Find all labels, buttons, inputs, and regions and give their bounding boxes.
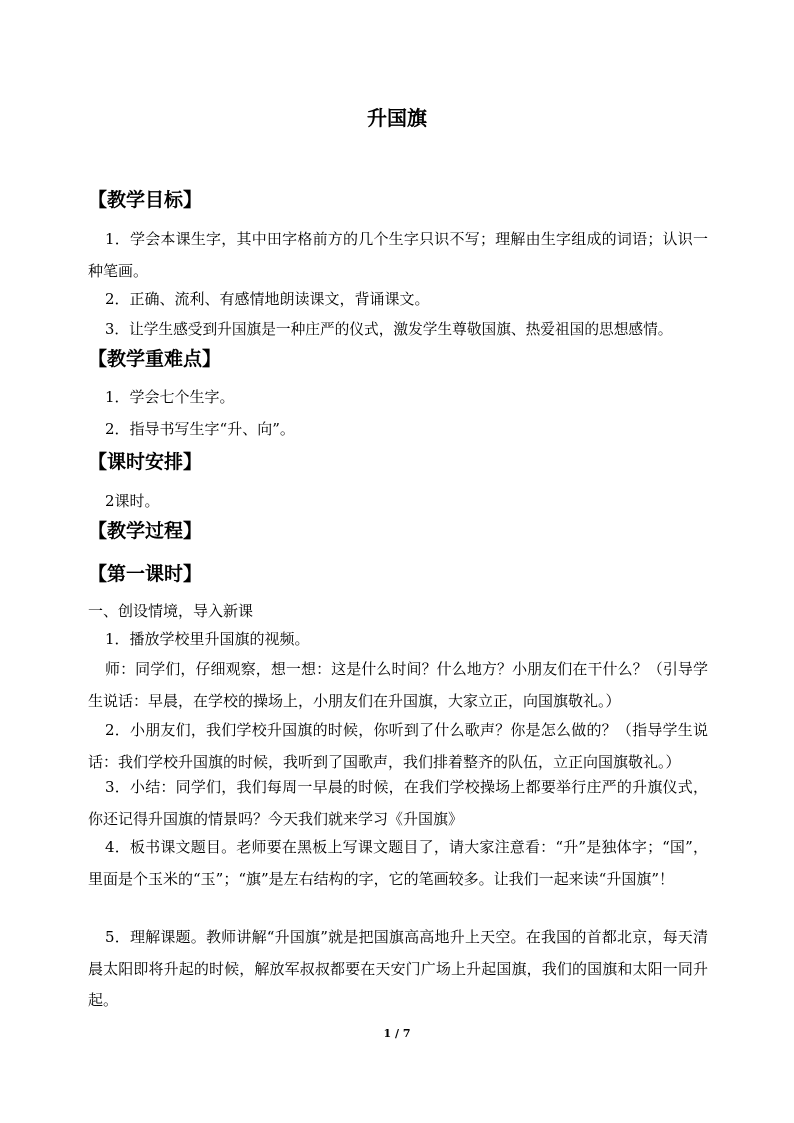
heading-key-points: 【教学重难点】 [88,348,222,370]
goal-item-2: 2．正确、流利、有感情地朗读课文，背诵课文。 [105,290,430,308]
part1-item-3: 3．小结：同学们，我们每周一早晨的时候，在我们学校操场上都要举行庄严的升旗仪式，你还记得升国旗的情景吗？今天我们就来学习《升国旗》 [88,778,708,828]
heading-teaching-goals: 【教学目标】 [88,189,203,211]
heading-class-hours: 【课时安排】 [88,451,203,473]
class-hours-text: 2课时。 [105,492,160,510]
heading-first-lesson: 【第一课时】 [88,563,203,585]
part1-item-5: 5．理解课题。教师讲解“升国旗”就是把国旗高高地升上天空。在我国的首都北京，每天清晨太阳即将升起的时候，解放军叔叔都要在天安门广场上升起国旗，我们的国旗和太阳一同升起。 [88,928,708,1009]
key-item-2: 2．指导书写生字“升、向”。 [105,420,295,438]
part1-item-1: 1．播放学校里升国旗的视频。 [105,630,310,648]
part1-item-4: 4．板书课文题目。老师要在黑板上写课文题目了，请大家注意看：“升”是独体字；“国”，里面是个玉米的“玉”；“旗”是左右结构的字，它的笔画较多。让我们一起来读“升国旗”！ [88,838,708,888]
part1-item-teacher: 师：同学们，仔细观察，想一想：这是什么时间？什么地方？小朋友们在干什么？（引导学生说话：早晨，在学校的操场上，小朋友们在升国旗，大家立正，向国旗敬礼。） [88,660,708,710]
part1-item-2: 2．小朋友们，我们学校升国旗的时候，你听到了什么歌声？你是怎么做的？（指导学生说话：我们学校升国旗的时候，我听到了国歌声，我们排着整齐的队伍，立正向国旗敬礼。） [88,721,708,771]
goal-item-3: 3．让学生感受到升国旗是一种庄严的仪式，激发学生尊敬国旗、热爱祖国的思想感情。 [105,321,673,338]
goal-item-1: 1．学会本课生字，其中田字格前方的几个生字只识不写；理解由生字组成的词语；认识一种笔画。 [88,230,708,280]
page-title: 升国旗 [367,106,427,130]
heading-teaching-process: 【教学过程】 [88,520,203,542]
page-number: 1 / 7 [383,1027,411,1040]
key-item-1: 1．学会七个生字。 [105,388,235,406]
part1-heading: 一、创设情境，导入新课 [88,602,254,620]
